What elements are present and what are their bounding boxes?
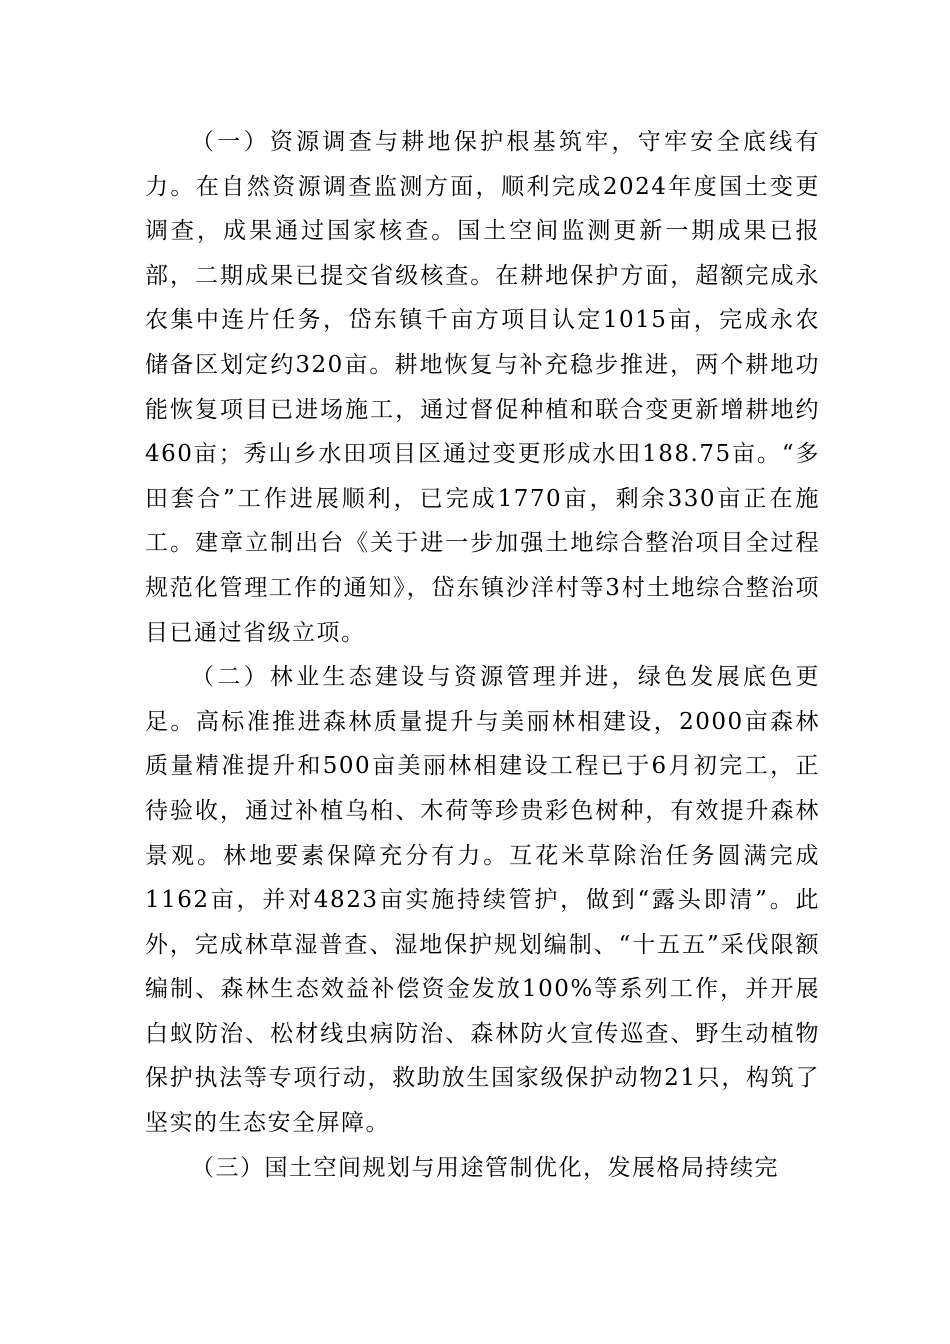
paragraph-resource-survey [145,120,820,655]
paragraph-spatial-planning [145,1146,820,1191]
document-body [145,120,820,1190]
section-heading-3: （三）国土空间规划与用途管制优化，发展格局持续完 [191,1154,779,1181]
section-heading-2: （二）林业生态建设与资源管理并进，绿色发展底色更足。 [145,664,820,735]
paragraph-forestry [145,655,820,1146]
paragraph-body-2: 高标准推进森林质量提升与美丽林相建设，2000亩森林质量精准提升和500亩美丽林相建设工程已于6月初完工，正待验收，通过补植乌桕、木荷等珍贵彩色树种，有效提升森林景观。林地要素保障充分有力。互花米草除治任务圆满完成1162亩，并对4823亩实施持续管护，做到“露头即清”。此外，完成林草湿普查、湿地保护规划编制、“十五五”采伐限额编制、森林生态效益补偿资金发放100%等系列工作，并开展白蚁防治、松材线虫病防治、森林防火宣传巡查、野生动植物保护执法等专项行动，救助放生国家级保护动物21只，构筑了坚实的生态安全屏障。 [145,708,820,1137]
paragraph-body-1: 在自然资源调查监测方面，顺利完成2024年度国土变更调查，成果通过国家核查。国土空间监测更新一期成果已报部，二期成果已提交省级核查。在耕地保护方面，超额完成永农集中连片任务，岱东镇千亩方项目认定1015亩，完成永农储备区划定约320亩。耕地恢复与补充稳步推进，两个耕地功能恢复项目已进场施工，通过督促种植和联合变更新增耕地约460亩；秀山乡水田项目区通过变更形成水田188.75亩。“多田套合”工作进展顺利，已完成1770亩，剩余330亩正在施工。建章立制出台《关于进一步加强土地综合整治项目全过程规范化管理工作的通知》，岱东镇沙洋村等3村土地综合整治项目已通过省级立项。 [145,173,820,646]
section-heading-1: （一）资源调查与耕地保护根基筑牢，守牢安全底线有力。 [145,129,820,200]
